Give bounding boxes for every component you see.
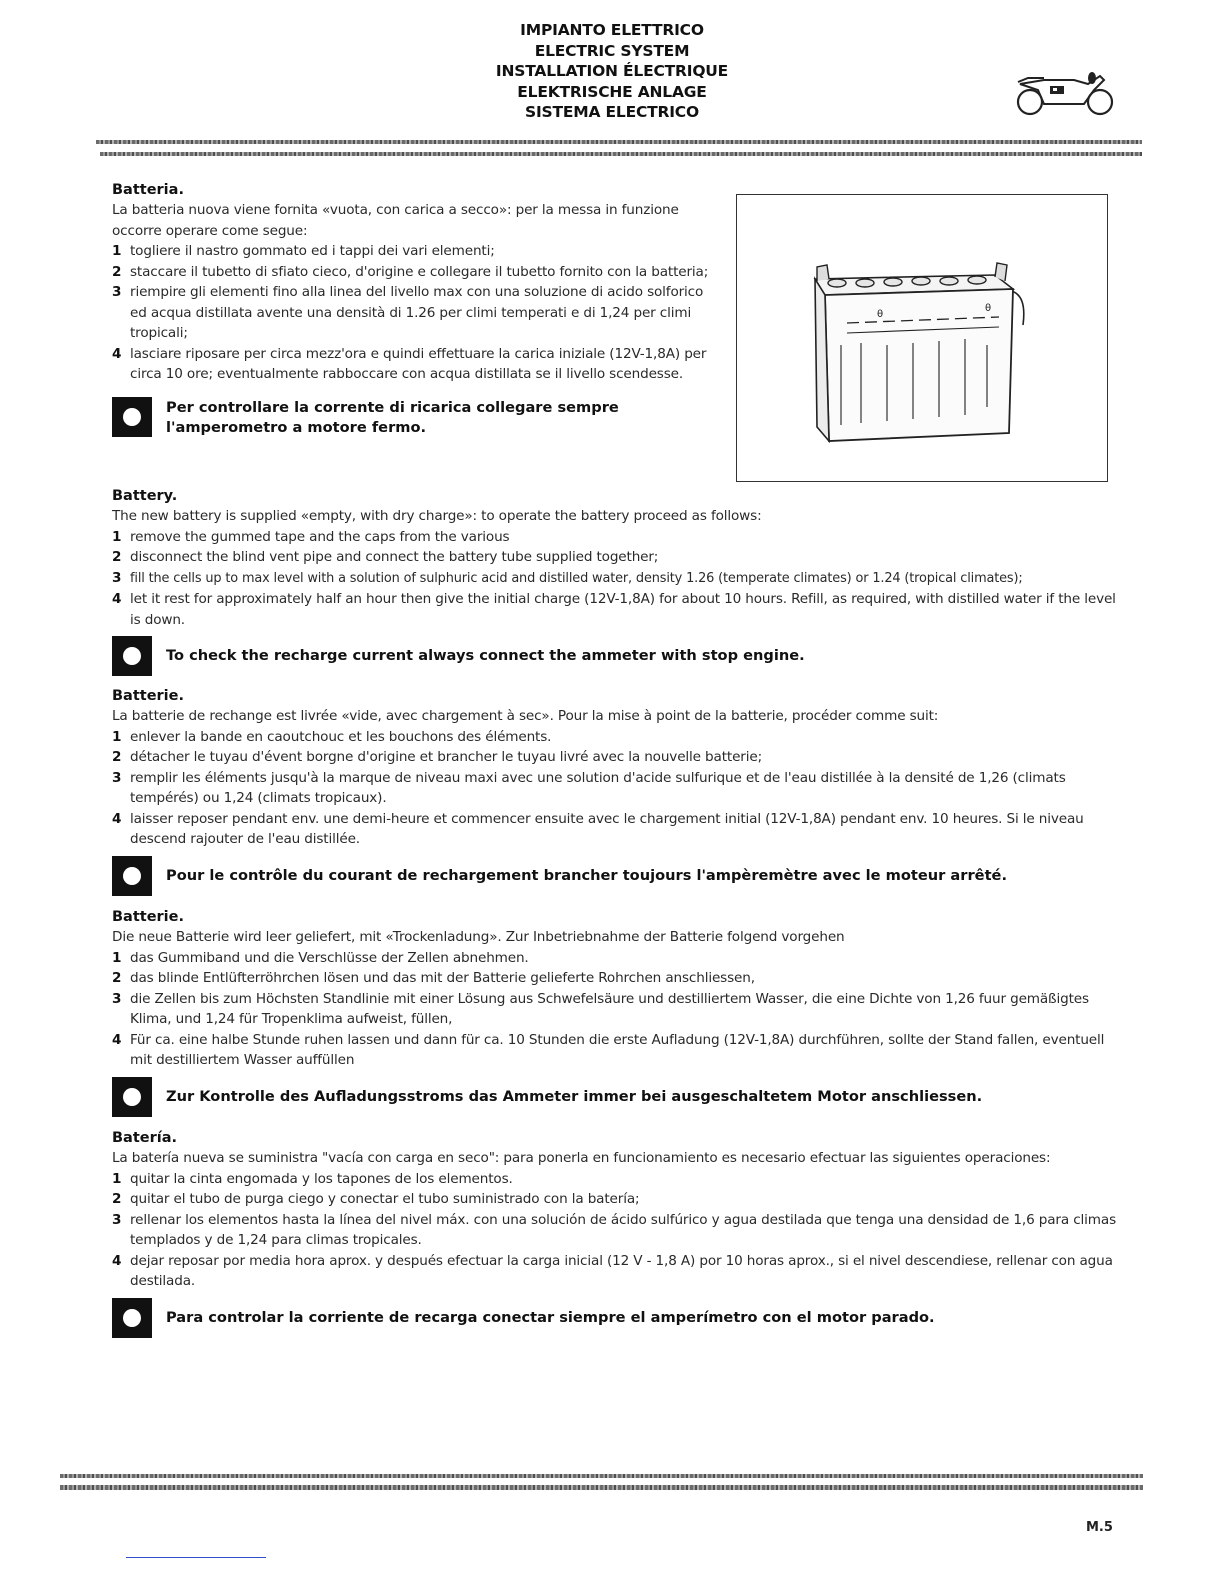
step-item: 1 das Gummiband und die Verschlüsse der Zellen abnehmen. [112, 949, 529, 966]
step-item: 1 enlever la bande en caoutchouc et les bouchons des éléments. [112, 728, 552, 745]
section-italian [112, 180, 712, 439]
step-item: 2 das blinde Entlüfterröhrchen lösen und das mit der Batterie gelieferte Rohrchen anschliessen, [112, 970, 755, 986]
header-title-de: ELEKTRISCHE ANLAGE [517, 82, 707, 101]
step-item: 3 riempire gli elementi fino alla linea del livello max con una soluzione di acido solforico ed acqua distillata avente una densità di 1.26 per climi temperati e di 1,24 per climi tropicali; [112, 284, 704, 341]
header-title-en: ELECTRIC SYSTEM [534, 41, 690, 60]
footer-link-underline [126, 1557, 266, 1558]
step-item: 1 togliere il nastro gommato ed i tappi dei vari elementi; [112, 243, 495, 259]
header-title-fr: INSTALLATION ÉLECTRIQUE [495, 62, 729, 80]
page-number: M.5 [1086, 1520, 1113, 1535]
svg-text:θ: θ [877, 309, 884, 320]
step-item: 2 détacher le tuyau d'évent borgne d'origine et brancher le tuyau livré avec la nouvelle batterie; [112, 749, 762, 765]
footer-rule-secondary [60, 1485, 1143, 1490]
note-text: Pour le contrôle du courant de rechargement brancher toujours l'ampèremètre avec le moteur arrêté. [166, 866, 1007, 884]
note-callout [112, 856, 1116, 898]
step-item: 4 dejar reposar por media hora aprox. y después efectuar la carga inicial (12 V - 1,8 A) por 10 horas aprox., si el nivel descendiese, rellenar con agua destilada. [112, 1252, 1113, 1289]
header-rule-secondary [100, 152, 1142, 156]
note-bullet-icon [112, 1077, 152, 1117]
steps-list [112, 1169, 1116, 1292]
footer-rule [60, 1474, 1143, 1478]
step-item: 3 fill the cells up to max level with a solution of sulphuric acid and distilled water, density 1.26 (temperate climates) or 1.24 (tropical climates); [112, 569, 1023, 586]
section-intro: La batería nueva se suministra "vacía con carga en seco": para ponerla en funcionamiento es necesario efectuar las siguientes operaciones: [112, 1150, 1051, 1166]
note-text: Zur Kontrolle des Aufladungsstroms das Ammeter immer bei ausgeschaltetem Motor anschliessen. [166, 1087, 983, 1105]
step-item: 4 laisser reposer pendant env. une demi-heure et commencer ensuite avec le chargement initial (12V-1,8A) pendant env. 10 heures. Si le niveau descend rajouter de l'eau distillée. [112, 810, 1084, 847]
note-bullet-icon [112, 1298, 152, 1338]
section-german [112, 907, 1116, 1119]
section-intro: La batterie de rechange est livrée «vide, avec chargement à sec». Pour la mise à point de la batterie, procéder comme suit: [112, 708, 939, 724]
step-item: 1 remove the gummed tape and the caps from the various [112, 528, 510, 545]
note-callout [112, 636, 1116, 678]
section-intro: La batteria nuova viene fornita «vuota, con carica a secco»: per la messa in funzione occorre operare come segue: [112, 202, 679, 239]
battery-illustration [737, 195, 1109, 483]
note-text: Per controllare la corrente di ricarica collegare sempre l'amperometro a motore fermo. [166, 398, 619, 436]
steps-list [112, 241, 712, 385]
step-item: 1 quitar la cinta engomada y los tapones de los elementos. [112, 1170, 513, 1187]
section-title: Batterie. [112, 688, 184, 704]
step-item: 4 lasciare riposare per circa mezz'ora e quindi effettuare la carica iniziale (12V-1,8A) per circa 10 ore; eventualmente rabboccare con acqua distillata se il livello scendesse. [112, 345, 707, 382]
header-title-it: IMPIANTO ELETTRICO [520, 21, 704, 39]
step-item: 2 staccare il tubetto di sfiato cieco, d'origine e collegare il tubetto fornito con la batteria; [112, 263, 709, 280]
section-spanish [112, 1128, 1116, 1340]
section-title: Batteria. [112, 182, 184, 198]
section-title: Battery. [112, 488, 178, 504]
section-title: Batterie. [112, 909, 184, 925]
section-intro: Die neue Batterie wird leer geliefert, mit «Trockenladung». Zur Inbetriebnahme der Batterie folgend vorgehen [112, 929, 845, 945]
note-callout [112, 1077, 1116, 1119]
note-text: To check the recharge current always connect the ammeter with stop engine. [166, 647, 805, 664]
steps-list [112, 527, 1116, 631]
section-french [112, 686, 1116, 898]
svg-text:θ: θ [985, 303, 992, 314]
steps-list [112, 948, 1116, 1071]
section-intro: The new battery is supplied «empty, with dry charge»: to operate the battery proceed as follows: [112, 508, 762, 524]
battery-figure [736, 194, 1108, 482]
step-item: 3 rellenar los elementos hasta la línea del nivel máx. con una solución de ácido sulfúrico y agua destilada que tenga una densidad de 1,6 para climas templados y de 1,24 para climas tropicales. [112, 1211, 1117, 1248]
step-item: 2 quitar el tubo de purga ciego y conectar el tubo suministrado con la batería; [112, 1191, 640, 1207]
note-callout [112, 1298, 1116, 1340]
note-callout [112, 397, 712, 439]
section-title: Batería. [112, 1130, 178, 1146]
section-english [112, 486, 1116, 678]
note-bullet-icon [112, 856, 152, 896]
step-item: 3 die Zellen bis zum Höchsten Standlinie mit einer Lösung aus Schwefelsäure und destilliertem Wasser, die eine Dichte von 1,26 fuur gemäßigtes Klima, und 1,24 für Tropenklima aufweist, füllen, [112, 990, 1089, 1027]
step-item: 4 let it rest for approximately half an hour then give the initial charge (12V-1,8A) for about 10 hours. Refill, as required, with distilled water if the level is down. [112, 591, 1116, 628]
header-title-es: SISTEMA ELECTRICO [525, 103, 699, 121]
note-text: Para controlar la corriente de recarga conectar siempre el amperímetro con el motor parado. [166, 1308, 935, 1326]
step-item: 4 Für ca. eine halbe Stunde ruhen lassen und dann für ca. 10 Stunden die erste Aufladung (12V-1,8A) durchführen, sollte der Stand fallen, eventuell mit destilliertem Wasser auffüllen [112, 1031, 1105, 1068]
steps-list [112, 727, 1116, 850]
step-item: 2 disconnect the blind vent pipe and connect the battery tube supplied together; [112, 549, 659, 565]
note-bullet-icon [112, 636, 152, 676]
note-bullet-icon [112, 397, 152, 437]
step-item: 3 remplir les éléments jusqu'à la marque de niveau maxi avec une solution d'acide sulfurique et de l'eau distillée à la densité de 1,26 (climats tempérés) ou 1,24 (climats tropicaux). [112, 769, 1066, 806]
motorcycle-icon [1014, 70, 1114, 118]
header-rule [96, 140, 1142, 144]
margin-mark [54, 136, 62, 160]
